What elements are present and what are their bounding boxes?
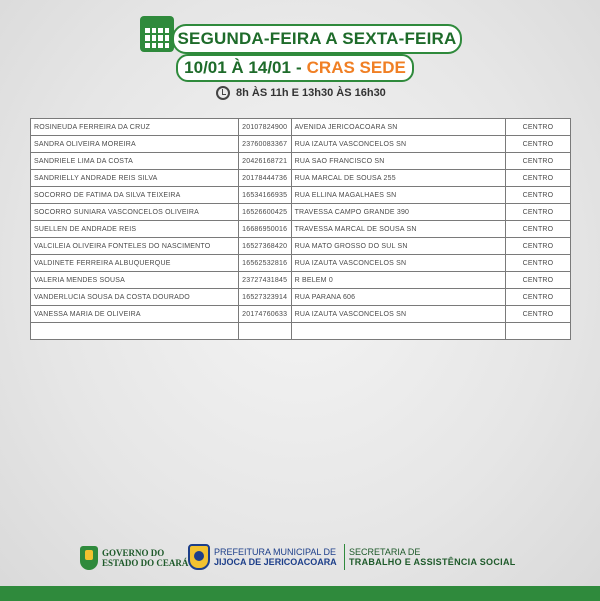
footer-divider [344,544,345,570]
gov-line-1: GOVERNO DO [102,548,165,558]
sec-line-1: SECRETARIA DE [349,547,421,557]
date-banner [176,54,414,82]
cell-district: CENTRO [505,272,570,289]
cell-district: CENTRO [505,170,570,187]
schedule-title: SEGUNDA-FEIRA A SEXTA-FEIRA [172,24,462,54]
cell-name: VALCILEIA OLIVEIRA FONTELES DO NASCIMENTO [31,238,239,255]
table-row [31,170,571,187]
cell-nis: 16526600425 [238,204,291,221]
opening-hours [216,84,386,102]
cell-name: SOCORRO DE FATIMA DA SILVA TEIXEIRA [31,187,239,204]
table-row [31,323,571,340]
table-row [31,306,571,323]
cell-address: RUA IZAUTA VASCONCELOS SN [291,136,505,153]
cell-nis: 23727431845 [238,272,291,289]
cell-address: RUA ELLINA MAGALHAES SN [291,187,505,204]
cell-nis: 20107824900 [238,119,291,136]
beneficiaries-table-container [30,118,571,340]
table-row [31,255,571,272]
cell-name: VALERIA MENDES SOUSA [31,272,239,289]
pref-line-2: JIJOCA DE JERICOACOARA [214,557,337,567]
cell-nis: 20178444736 [238,170,291,187]
cell-name: SANDRA OLIVEIRA MOREIRA [31,136,239,153]
cell-nis: 16527323914 [238,289,291,306]
cell-district: CENTRO [505,204,570,221]
cell-nis: 20426168721 [238,153,291,170]
cell-nis: 16562532816 [238,255,291,272]
prefeitura-logo [188,544,337,570]
cell-address: RUA PARANA 606 [291,289,505,306]
cell-district: CENTRO [505,187,570,204]
cell-address: RUA MARCAL DE SOUSA 255 [291,170,505,187]
header [0,0,600,110]
table-row [31,272,571,289]
cell-name: VANESSA MARIA DE OLIVEIRA [31,306,239,323]
bottom-bar [0,586,600,601]
cell-name: VALDINETE FERREIRA ALBUQUERQUE [31,255,239,272]
cell-name: SANDRIELE LIMA DA COSTA [31,153,239,170]
cell-address: RUA IZAUTA VASCONCELOS SN [291,306,505,323]
secretaria-logo [344,544,516,570]
hours-text: 8h ÀS 11h E 13h30 ÀS 16h30 [236,87,386,99]
cell-address: TRAVESSA MARCAL DE SOUSA SN [291,221,505,238]
cell-district: CENTRO [505,119,570,136]
table-row [31,221,571,238]
gov-line-2: ESTADO DO CEARÁ [102,558,189,568]
cell-address [291,323,505,340]
calendar-icon [140,16,174,52]
pref-line-1: PREFEITURA MUNICIPAL DE [214,547,337,557]
cell-address: RUA SAO FRANCISCO SN [291,153,505,170]
cell-district: CENTRO [505,255,570,272]
cell-address: R BELEM 0 [291,272,505,289]
table-row [31,187,571,204]
cell-nis: 16686950016 [238,221,291,238]
table-row [31,119,571,136]
cell-nis: 16534166935 [238,187,291,204]
sec-line-2: TRABALHO E ASSISTÊNCIA SOCIAL [349,557,516,567]
cell-nis [238,323,291,340]
cell-nis: 23760083367 [238,136,291,153]
jijoca-crest-icon [188,544,210,570]
footer [0,540,600,580]
location-label: CRAS SEDE [306,58,406,77]
table-row [31,136,571,153]
governo-ceara-logo [80,546,188,570]
ceara-crest-icon [80,546,98,570]
cell-nis: 20174760633 [238,306,291,323]
cell-nis: 16527368420 [238,238,291,255]
cell-district: CENTRO [505,238,570,255]
cell-district: CENTRO [505,221,570,238]
cell-district: CENTRO [505,136,570,153]
cell-name: SANDRIELLY ANDRADE REIS SILVA [31,170,239,187]
cell-name [31,323,239,340]
cell-district: CENTRO [505,153,570,170]
cell-name: VANDERLUCIA SOUSA DA COSTA DOURADO [31,289,239,306]
cell-address: AVENIDA JERICOACOARA SN [291,119,505,136]
cell-name: SUELLEN DE ANDRADE REIS [31,221,239,238]
cell-address: RUA MATO GROSSO DO SUL SN [291,238,505,255]
cell-district: CENTRO [505,289,570,306]
cell-name: ROSINEUDA FERREIRA DA CRUZ [31,119,239,136]
beneficiaries-table [30,118,571,340]
cell-address: TRAVESSA CAMPO GRANDE 390 [291,204,505,221]
table-row [31,204,571,221]
cell-district [505,323,570,340]
table-row [31,153,571,170]
cell-address: RUA IZAUTA VASCONCELOS SN [291,255,505,272]
table-row [31,289,571,306]
cell-district: CENTRO [505,306,570,323]
clock-icon [216,86,230,100]
date-range: 10/01 À 14/01 [184,58,291,77]
date-separator: - [295,58,302,77]
cell-name: SOCORRO SUNIARA VASCONCELOS OLIVEIRA [31,204,239,221]
table-row [31,238,571,255]
